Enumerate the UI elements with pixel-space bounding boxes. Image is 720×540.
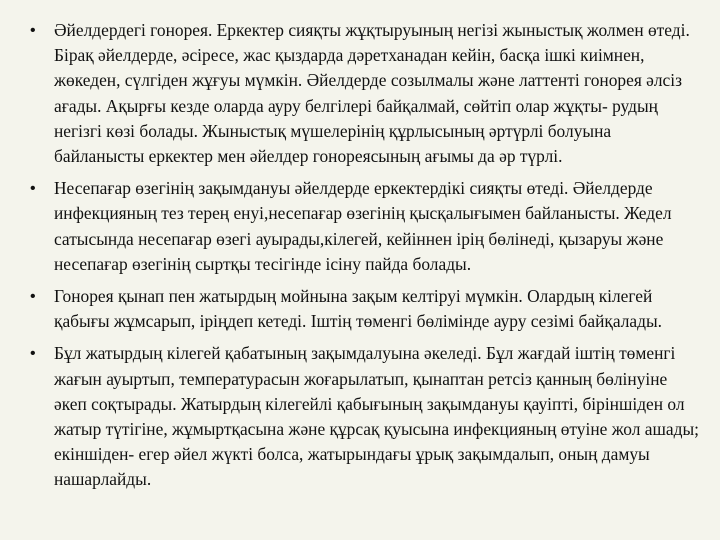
bullet-icon: • bbox=[30, 288, 36, 306]
bullet-text: Гонорея қынап пен жатырдың мойнына зақым келтіруі мүмкін. Олардың кілегей қабығы жұмсарып, іріңдеп кетеді. Іштің төменгі бөлімінде ауру сезімі байқалады. bbox=[54, 286, 662, 332]
bullet-icon: • bbox=[30, 180, 36, 198]
bullet-item-4 bbox=[30, 341, 702, 492]
bullet-icon: • bbox=[30, 22, 36, 39]
bullet-item-3 bbox=[30, 284, 702, 334]
bullet-list bbox=[30, 18, 702, 500]
bullet-item-2 bbox=[30, 176, 702, 277]
bullet-icon: • bbox=[30, 345, 36, 363]
bullet-text: Несепағар өзегінің зақымдануы әйелдерде еркектердікі сияқты өтеді. Әйелдерде инфекцияның тез терең енуі,несепағар өзегінің қысқалығымен байланысты. Жедел сатысында несепағар өзегі ауырады,кілегей, кейіннен ірің бөлінеді, қызаруы және несепағар өзегінің сыртқы тесігінде ісіну пайда болады. bbox=[54, 178, 672, 274]
bullet-text: Бұл жатырдың кілегей қабатының зақымдалуына әкеледі. Бұл жағдай іштің төменгі жағын ауыртып, температурасын жоғарылатып, қынаптан ретсіз қанның бөлінуіне әкеп соқтырады. Жатырдың кілегейлі қабығының зақымдануы қауіпті, біріншіден ол жатыр түтігіне, жұмыртқасына және құрсақ қуысына инфекцияның өтуіне жол ашады; екіншіден- егер әйел жүкті болса, жатырындағы ұрық зақымдалып, оның дамуы нашарлайды. bbox=[54, 343, 699, 490]
bullet-text: Әйелдердегі гонорея. Еркектер сияқты жұқтыруының негізі жыныстық жолмен өтеді. Бірақ әйелдерде, әсіресе, жас қыздарда дәретханадан кейін, басқа ішкі киімнен, жөкеден, сүлгіден жұғуы мүмкін. Әйелдерде созылмалы және латтенті гонорея әлсіз ағады. Ақырғы кезде оларда ауру белгілері байқалмай, сөйтіп олар жұқты- рудың негізгі көзі болады. Жыныстық мүшелерінің құрлысының әртүрлі болуына байланысты еркектер мен әйелдер гонореясының ағымы да әр түрлі. bbox=[54, 20, 690, 167]
bullet-item-1 bbox=[30, 18, 702, 169]
